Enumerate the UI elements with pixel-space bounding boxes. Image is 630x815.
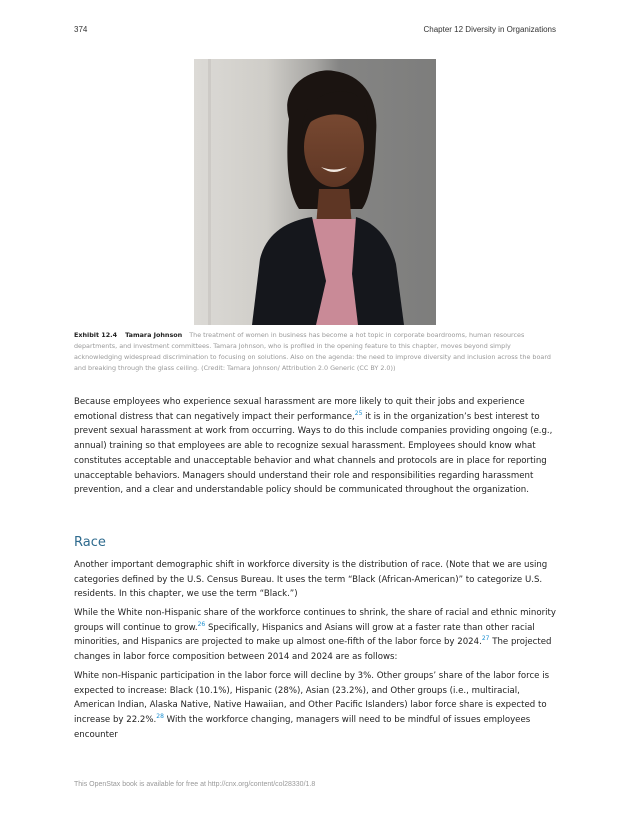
paragraph-text: it is in the organization’s best interest to prevent sexual harassment at work from occurring. Ways to do this include companies providing ongoing (e.g., annual) training so that employees are able to recognize sexual harassment. Employees should know what constitutes acceptable and unacceptable behavior and what channels and protocols are in place for reporting unacceptable behaviors. Managers should understand their role and responsibilities regarding harassment prevention, and a clear and understandable policy should be communicated throughout the organization. xyxy=(74,411,553,496)
page-footer: This OpenStax book is available for free at http://cnx.org/content/col28330/1.8 xyxy=(74,781,316,788)
paragraph-text: Another important demographic shift in workforce diversity is the distribution of race. (Note that we are using categories defined by the U.S. Census Bureau. It uses the term “Black (African-American)” to categorize U.S. residents. In this chapter, we use the term “Black.”) xyxy=(74,560,548,600)
footnote-ref[interactable]: 26 xyxy=(197,620,206,628)
caption-text: The treatment of women in business has become a hot topic in corporate boardrooms, human resources departments, and investment committees. Tamara Johnson, who is profiled in the opening feature to this chapter, moves beyond simply acknowledging widespread discrimination to focusing on solutions. Also on the agenda: the need to improve diversity and inclusion across the board and breaking through the glass ceiling. (Credit: Tamara Johnson/ Attribution 2.0 Generic (CC BY 2.0)) xyxy=(74,331,551,372)
exhibit-name: Tamara Johnson xyxy=(125,331,183,339)
chapter-title: Chapter 12 Diversity in Organizations xyxy=(423,25,556,34)
portrait-photo xyxy=(194,59,436,325)
paragraph-text: White non-Hispanic participation in the labor force will decline by 3%. Other groups’ share of the labor force is expected to increase: Black (10.1%), Hispanic (28%), Asian (23.2%), and Other groups (i.e., multiracial, American Indian, Alaska Native, Native Hawaiian, and Other Pacific Islanders) labor force share is expected to increase by 22.2%. xyxy=(74,671,550,726)
paragraph-text: With the workforce changing, managers will need to be mindful of issues employees encounter xyxy=(74,715,531,740)
paragraph-text: Because employees who experience sexual harassment are more likely to quit their jobs and experience emotional distress that can negatively impact their performance, xyxy=(74,397,525,422)
footnote-ref[interactable]: 27 xyxy=(481,635,490,643)
page-number: 374 xyxy=(74,25,88,34)
paragraph-workforce-share xyxy=(74,606,556,665)
page-header xyxy=(74,25,556,37)
paragraph-text: The projected changes in labor force composition between 2014 and 2024 are as follows: xyxy=(74,637,552,663)
paragraph-projections xyxy=(74,669,556,743)
portrait-illustration xyxy=(194,59,436,325)
figure-caption xyxy=(74,330,556,374)
paragraph-text: While the White non-Hispanic share of the workforce continues to shrink, the share of racial and ethnic minority groups will continue to grow. xyxy=(74,608,556,633)
paragraph-race-intro xyxy=(74,558,556,602)
section-heading: Race xyxy=(74,535,106,550)
paragraph-text: Specifically, Hispanics and Asians will grow at a faster rate than other racial minorities, and Hispanics are projected to make up almost one-fifth of the labor force by 2024. xyxy=(74,622,535,648)
footnote-ref[interactable]: 25 xyxy=(354,409,363,417)
exhibit-label: Exhibit 12.4 xyxy=(74,331,118,339)
footnote-ref[interactable]: 28 xyxy=(156,713,164,721)
paragraph-harassment xyxy=(74,395,556,498)
